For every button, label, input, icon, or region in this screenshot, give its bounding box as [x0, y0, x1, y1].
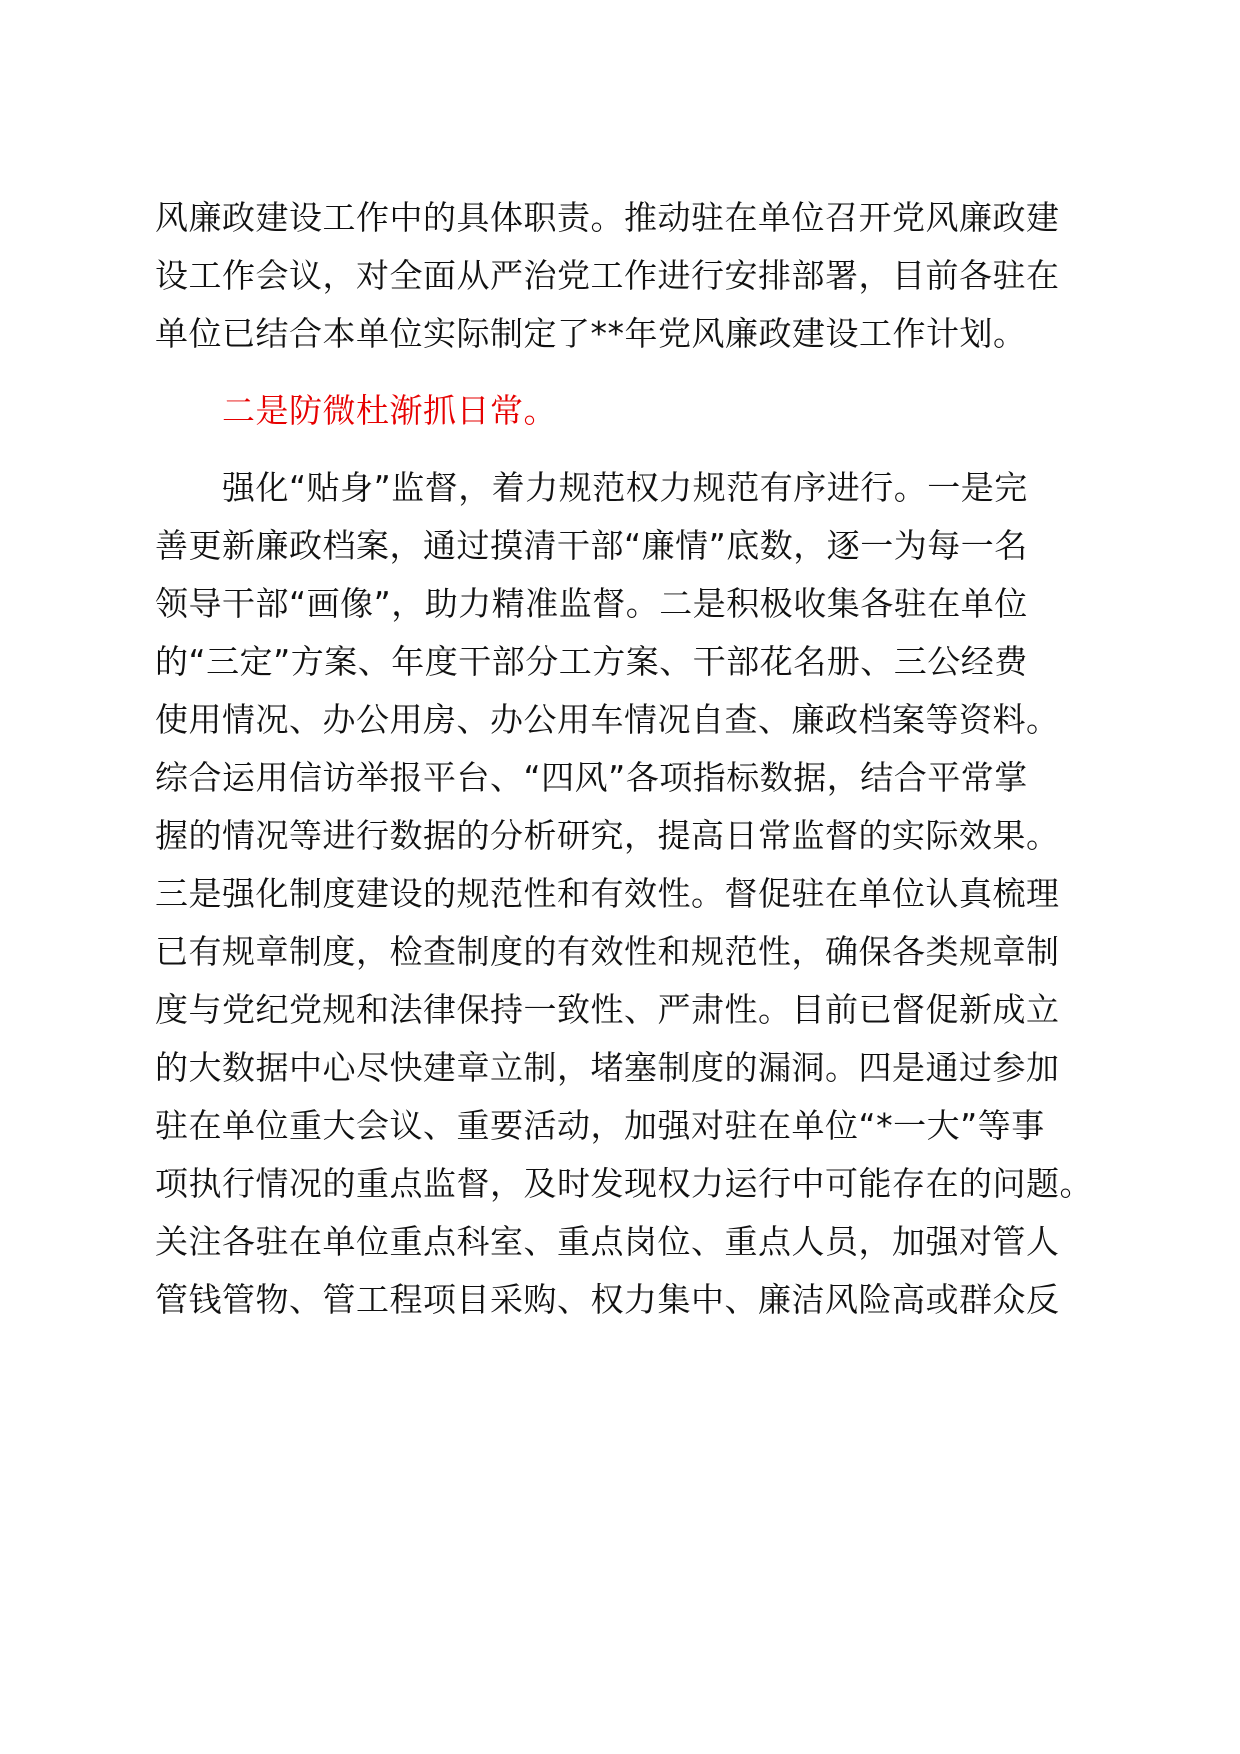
- paragraph-line: 领导干部“画像”，助力精准监督。二是积极收集各驻在单位: [155, 584, 1028, 623]
- paragraph-line: 使用情况、办公用房、办公用车情况自查、廉政档案等资料。: [155, 700, 1060, 739]
- paragraph-line: 风廉政建设工作中的具体职责。推动驻在单位召开党风廉政建: [155, 198, 1060, 237]
- paragraph-line: 度与党纪党规和法律保持一致性、严肃性。目前已督促新成立: [155, 990, 1060, 1029]
- paragraph-line: 管钱管物、管工程项目采购、权力集中、廉洁风险高或群众反: [155, 1280, 1060, 1319]
- paragraph-line: 的大数据中心尽快建章立制，堵塞制度的漏洞。四是通过参加: [155, 1048, 1060, 1087]
- paragraph-line: 驻在单位重大会议、重要活动，加强对驻在单位“*一大”等事: [155, 1106, 1045, 1145]
- paragraph-line: 项执行情况的重点监督，及时发现权力运行中可能存在的问题。: [155, 1164, 1093, 1203]
- paragraph-line: 设工作会议，对全面从严治党工作进行安排部署，目前各驻在: [155, 256, 1060, 295]
- paragraph-line: 关注各驻在单位重点科室、重点岗位、重点人员，加强对管人: [155, 1222, 1060, 1261]
- paragraph-line: 善更新廉政档案，通过摸清干部“廉情”底数，逐一为每一名: [155, 526, 1028, 565]
- paragraph-line: 的“三定”方案、年度干部分工方案、干部花名册、三公经费: [155, 642, 1028, 681]
- paragraph-line: 握的情况等进行数据的分析研究，提高日常监督的实际效果。: [155, 816, 1060, 855]
- paragraph-line: 三是强化制度建设的规范性和有效性。督促驻在单位认真梳理: [155, 874, 1060, 913]
- paragraph-line: 综合运用信访举报平台、“四风”各项指标数据，结合平常掌: [155, 758, 1028, 797]
- paragraph-line: 强化“贴身”监督，着力规范权力规范有序进行。一是完: [222, 468, 1028, 507]
- section-heading: 二是防微杜渐抓日常。: [222, 391, 557, 430]
- paragraph-line: 单位已结合本单位实际制定了**年党风廉政建设工作计划。: [155, 314, 1027, 353]
- paragraph-line: 已有规章制度，检查制度的有效性和规范性，确保各类规章制: [155, 932, 1060, 971]
